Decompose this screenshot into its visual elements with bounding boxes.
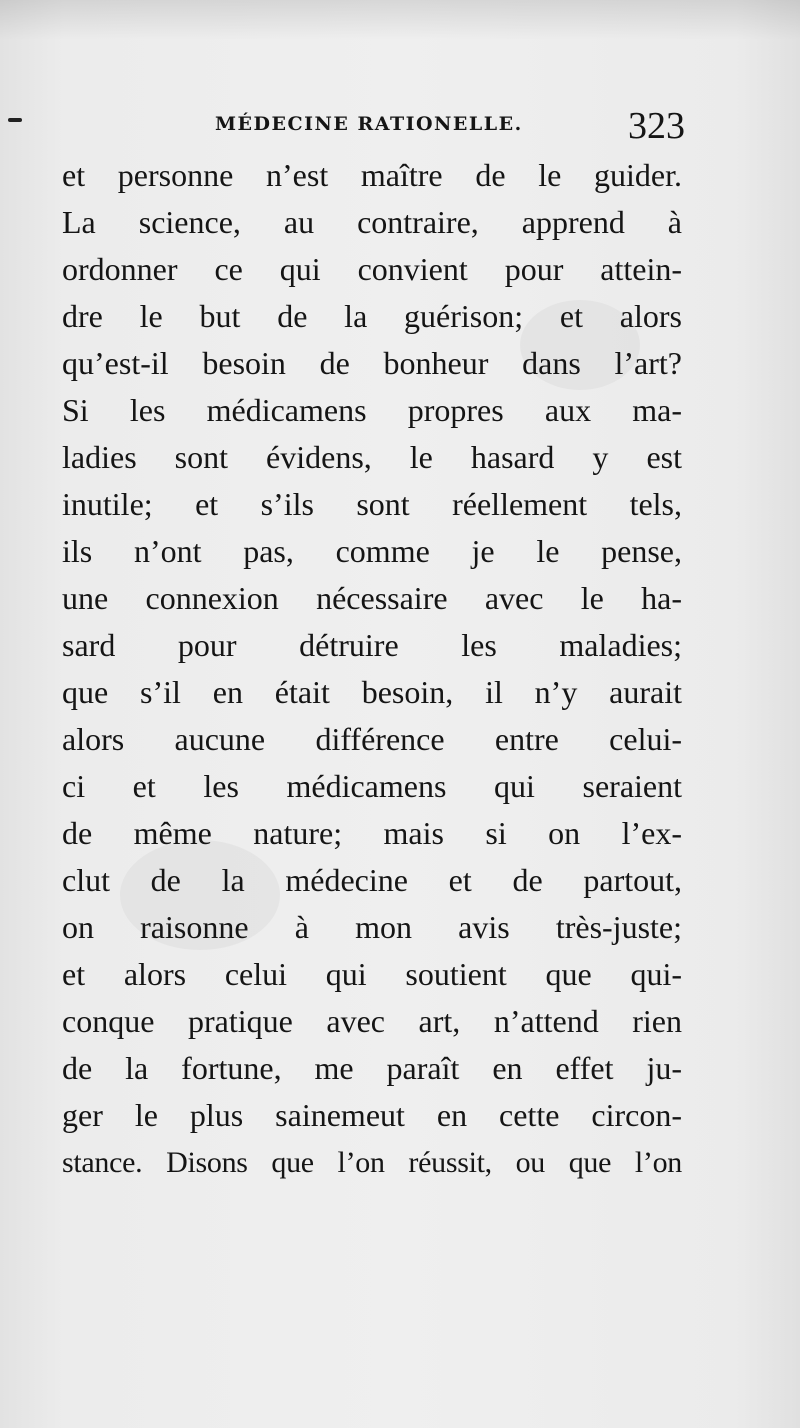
text-line: dre le but de la guérison; et alors bbox=[62, 298, 682, 334]
text-line: une connexion nécessaire avec le ha- bbox=[62, 580, 682, 616]
text-line: sard pour détruire les maladies; bbox=[62, 627, 682, 663]
text-line: et personne n’est maître de le guider. bbox=[62, 157, 682, 193]
text-line: ger le plus sainemeut en cette circon- bbox=[62, 1097, 682, 1133]
text-line: alors aucune différence entre celui- bbox=[62, 721, 682, 757]
text-line: de la fortune, me paraît en effet ju- bbox=[62, 1050, 682, 1086]
page-number: 323 bbox=[628, 105, 685, 147]
text-line: ils n’ont pas, comme je le pense, bbox=[62, 533, 682, 569]
text-line: Si les médicamens propres aux ma- bbox=[62, 392, 682, 428]
running-head: MÉDECINE RATIONELLE. bbox=[215, 113, 523, 135]
text-line: ci et les médicamens qui seraient bbox=[62, 768, 682, 804]
page-top-shadow bbox=[0, 0, 800, 40]
text-line: que s’il en était besoin, il n’y aurait bbox=[62, 674, 682, 710]
text-line: inutile; et s’ils sont réellement tels, bbox=[62, 486, 682, 522]
text-line: qu’est-il besoin de bonheur dans l’art? bbox=[62, 345, 682, 381]
text-line: conque pratique avec art, n’attend rien bbox=[62, 1003, 682, 1039]
text-line: stance. Disons que l’on réussit, ou que l’on bbox=[62, 1146, 682, 1179]
edge-mark bbox=[8, 118, 22, 122]
text-line: ordonner ce qui convient pour attein- bbox=[62, 251, 682, 287]
text-line: clut de la médecine et de partout, bbox=[62, 862, 682, 898]
text-line: de même nature; mais si on l’ex- bbox=[62, 815, 682, 851]
text-line: ladies sont évidens, le hasard y est bbox=[62, 439, 682, 475]
text-line: et alors celui qui soutient que qui- bbox=[62, 956, 682, 992]
text-line: La science, au contraire, apprend à bbox=[62, 204, 682, 240]
text-line: on raisonne à mon avis très-juste; bbox=[62, 909, 682, 945]
body-text bbox=[62, 152, 682, 1186]
